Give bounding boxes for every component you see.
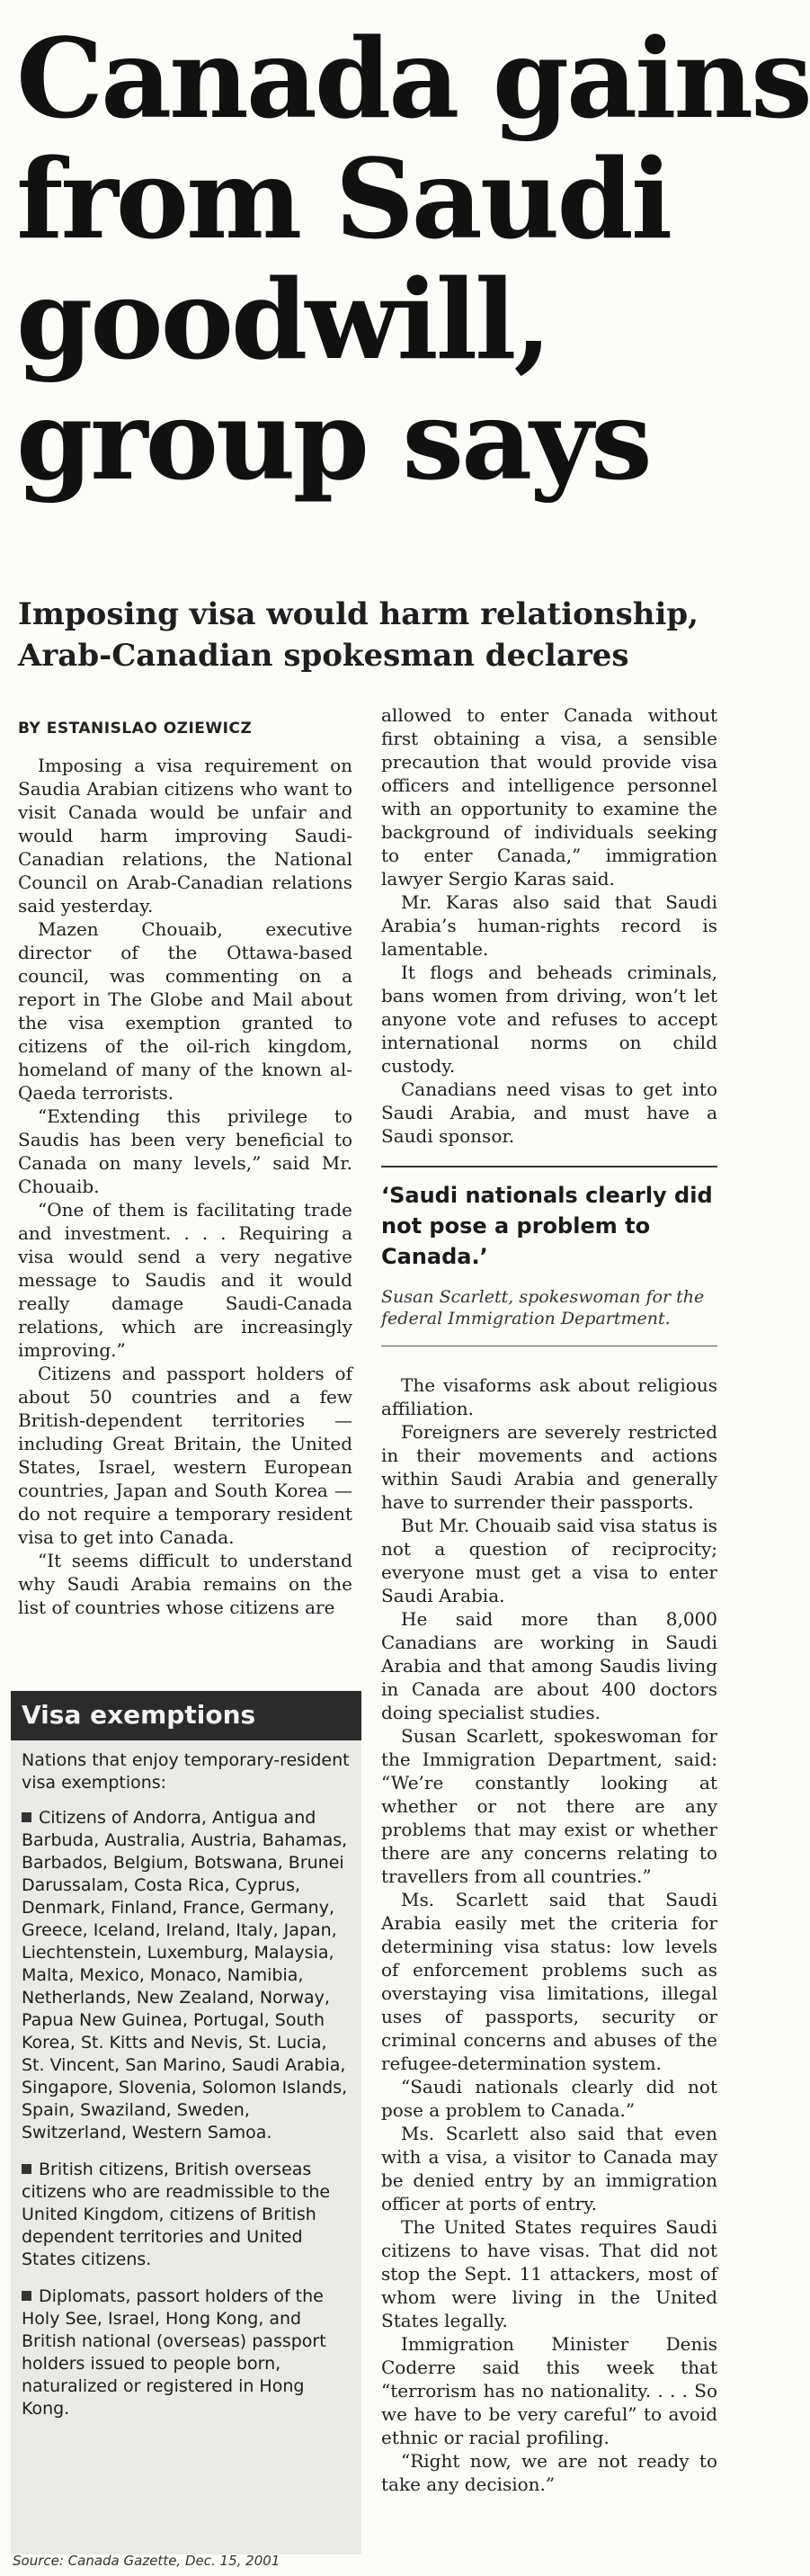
sidebar-intro: Nations that enjoy temporary-resident visa exemptions: bbox=[22, 1750, 350, 1793]
headline-line: group says bbox=[16, 375, 650, 505]
article-paragraph: Ms. Scarlett said that Saudi Arabia easily met the criteria for determining visa status: low levels of enforcement problems such as overstaying visa limitations, illegal uses of passports, security or criminal concerns and abuses of the refugee-determination system. bbox=[381, 1889, 717, 2074]
pull-quote-text: ‘Saudi nationals clearly did not pose a problem to Canada.’ bbox=[381, 1183, 713, 1269]
article-column-left bbox=[18, 754, 352, 1694]
article-paragraph: allowed to enter Canada without first obtaining a visa, a sensible precaution that would provide visa officers and intelligence personnel with an opportunity to examine the background of individuals seeking to enter Canada,” immigration lawyer Sergio Karas said. bbox=[381, 704, 717, 890]
article-paragraph: It flogs and beheads criminals, bans women from driving, won’t let anyone vote and refuses to accept international norms on child custody. bbox=[381, 962, 717, 1077]
headline-line: from Saudi bbox=[16, 134, 671, 264]
article-paragraph: Susan Scarlett, spokeswoman for the Immigration Department, said: “We’re constantly looking at whether or not there are any problems that may exist or whether there are any concerns relating to travellers from all countries.” bbox=[381, 1725, 717, 1887]
article-paragraph: “Extending this privilege to Saudis has been very beneficial to Canada on many levels,” said Mr. Chouaib. bbox=[18, 1105, 352, 1197]
square-bullet-icon bbox=[22, 1812, 31, 1822]
article-paragraph: Foreigners are severely restricted in their movements and actions within Saudi Arabia and generally have to surrender their passports. bbox=[381, 1421, 717, 1513]
sidebar-item-text: Citizens of Andorra, Antigua and Barbuda, Australia, Austria, Bahamas, Barbados, Belgium, Botswana, Brunei Darussalam, Costa Rica, Cyprus, Denmark, Finland, France, Germany, Greece, Iceland, Ireland, Italy, Japan, Liechtenstein, Luxemburg, Malaysia, Malta, Mexico, Monaco, Namibia, Netherlands, New Zealand, Norway, Papua New Guinea, Portugal, South Korea, St. Kitts and Nevis, St. Lucia, St. Vincent, San Marino, Saudi Arabia, Singapore, Slovenia, Solomon Islands, Spain, Swaziland, Sweden, Switzerland, Western Samoa. bbox=[22, 1808, 348, 2142]
source-credit: Source: Canada Gazette, Dec. 15, 2001 bbox=[13, 2553, 280, 2569]
article-paragraph: Ms. Scarlett also said that even with a visa, a visitor to Canada may be denied entry by an immigration officer at ports of entry. bbox=[381, 2123, 717, 2214]
sidebar-list-item bbox=[22, 2285, 351, 2420]
article-paragraph: “One of them is facilitating trade and investment. . . . Requiring a visa would send a very negative message to Saudis and it would really damage Saudi-Canada relations, which are increasingly improving.” bbox=[18, 1199, 352, 1361]
headline-line: goodwill, bbox=[16, 255, 549, 384]
sidebar-list-item bbox=[22, 1807, 351, 2144]
article-paragraph: Mazen Chouaib, executive director of the Ottawa-based council, was commenting on a report in The Globe and Mail about the visa exemption granted to citizens of the oil-rich kingdom, homeland of many of the known al-Qaeda terrorists. bbox=[18, 918, 352, 1104]
sidebar-title: Visa exemptions bbox=[11, 1691, 361, 1740]
article-paragraph: The visaforms ask about religious affiliation. bbox=[381, 1374, 717, 1419]
headline bbox=[16, 13, 810, 505]
article-paragraph: Imposing a visa requirement on Saudia Arabian citizens who want to visit Canada would be unfair and would harm improving Saudi-Canadian relations, the National Council on Arab-Canadian relations said yesterday. bbox=[18, 755, 352, 917]
subhead-line: Arab-Canadian spokesman declares bbox=[18, 638, 629, 674]
article-paragraph: Canadians need visas to get into Saudi Arabia, and must have a Saudi sponsor. bbox=[381, 1078, 717, 1147]
sidebar-item-text: Diplomats, passort holders of the Holy See, Israel, Hong Kong, and British national (overseas) passport holders issued to people born, naturalized or registered in Hong Kong. bbox=[22, 2286, 326, 2419]
pull-quote bbox=[381, 1166, 717, 1346]
sidebar-body bbox=[11, 1740, 361, 2420]
article-paragraph: “Saudi nationals clearly did not pose a problem to Canada.” bbox=[381, 2076, 717, 2121]
article-column-right bbox=[381, 703, 717, 2576]
sidebar-list-item bbox=[22, 2159, 351, 2271]
pull-quote-attribution: Susan Scarlett, spokeswoman for the federal Immigration Department. bbox=[381, 1287, 705, 1328]
article-paragraph: But Mr. Chouaib said visa status is not a question of reciprocity; everyone must get a visa to enter Saudi Arabia. bbox=[381, 1515, 717, 1606]
visa-exemptions-sidebar bbox=[11, 1691, 361, 2554]
square-bullet-icon bbox=[22, 2291, 31, 2301]
article-paragraph: Immigration Minister Denis Coderre said this week that “terrorism has no nationality. . . . So we have to be very careful” to avoid ethnic or racial profiling. bbox=[381, 2333, 717, 2448]
subhead-line: Imposing visa would harm relationship, bbox=[18, 596, 699, 632]
article-paragraph: Mr. Karas also said that Saudi Arabia’s human-rights record is lamentable. bbox=[381, 891, 717, 960]
article-paragraph: The United States requires Saudi citizens to have visas. That did not stop the Sept. 11 attackers, most of whom were living in the United States legally. bbox=[381, 2216, 717, 2331]
sidebar-item-text: British citizens, British overseas citizens who are readmissible to the United Kingdom, citizens of British dependent territories and United States citizens. bbox=[22, 2160, 331, 2269]
square-bullet-icon bbox=[22, 2164, 31, 2174]
subheadline bbox=[18, 594, 701, 676]
article-paragraph: Citizens and passport holders of about 50 countries and a few British-dependent territories — including Great Britain, the United States, Israel, western European countries, Japan and South Korea — do not require a temporary resident visa to get into Canada. bbox=[18, 1363, 352, 1548]
byline: BY ESTANISLAO OZIEWICZ bbox=[18, 720, 253, 738]
headline-line: Canada gains bbox=[16, 13, 810, 143]
article-paragraph: He said more than 8,000 Canadians are working in Saudi Arabia and that among Saudis living in Canada are about 400 doctors doing specialist studies. bbox=[381, 1608, 717, 1723]
article-paragraph: “It seems difficult to understand why Saudi Arabia remains on the list of countries whose citizens are bbox=[18, 1550, 352, 1618]
article-paragraph: “Right now, we are not ready to take any decision.” bbox=[381, 2450, 717, 2495]
